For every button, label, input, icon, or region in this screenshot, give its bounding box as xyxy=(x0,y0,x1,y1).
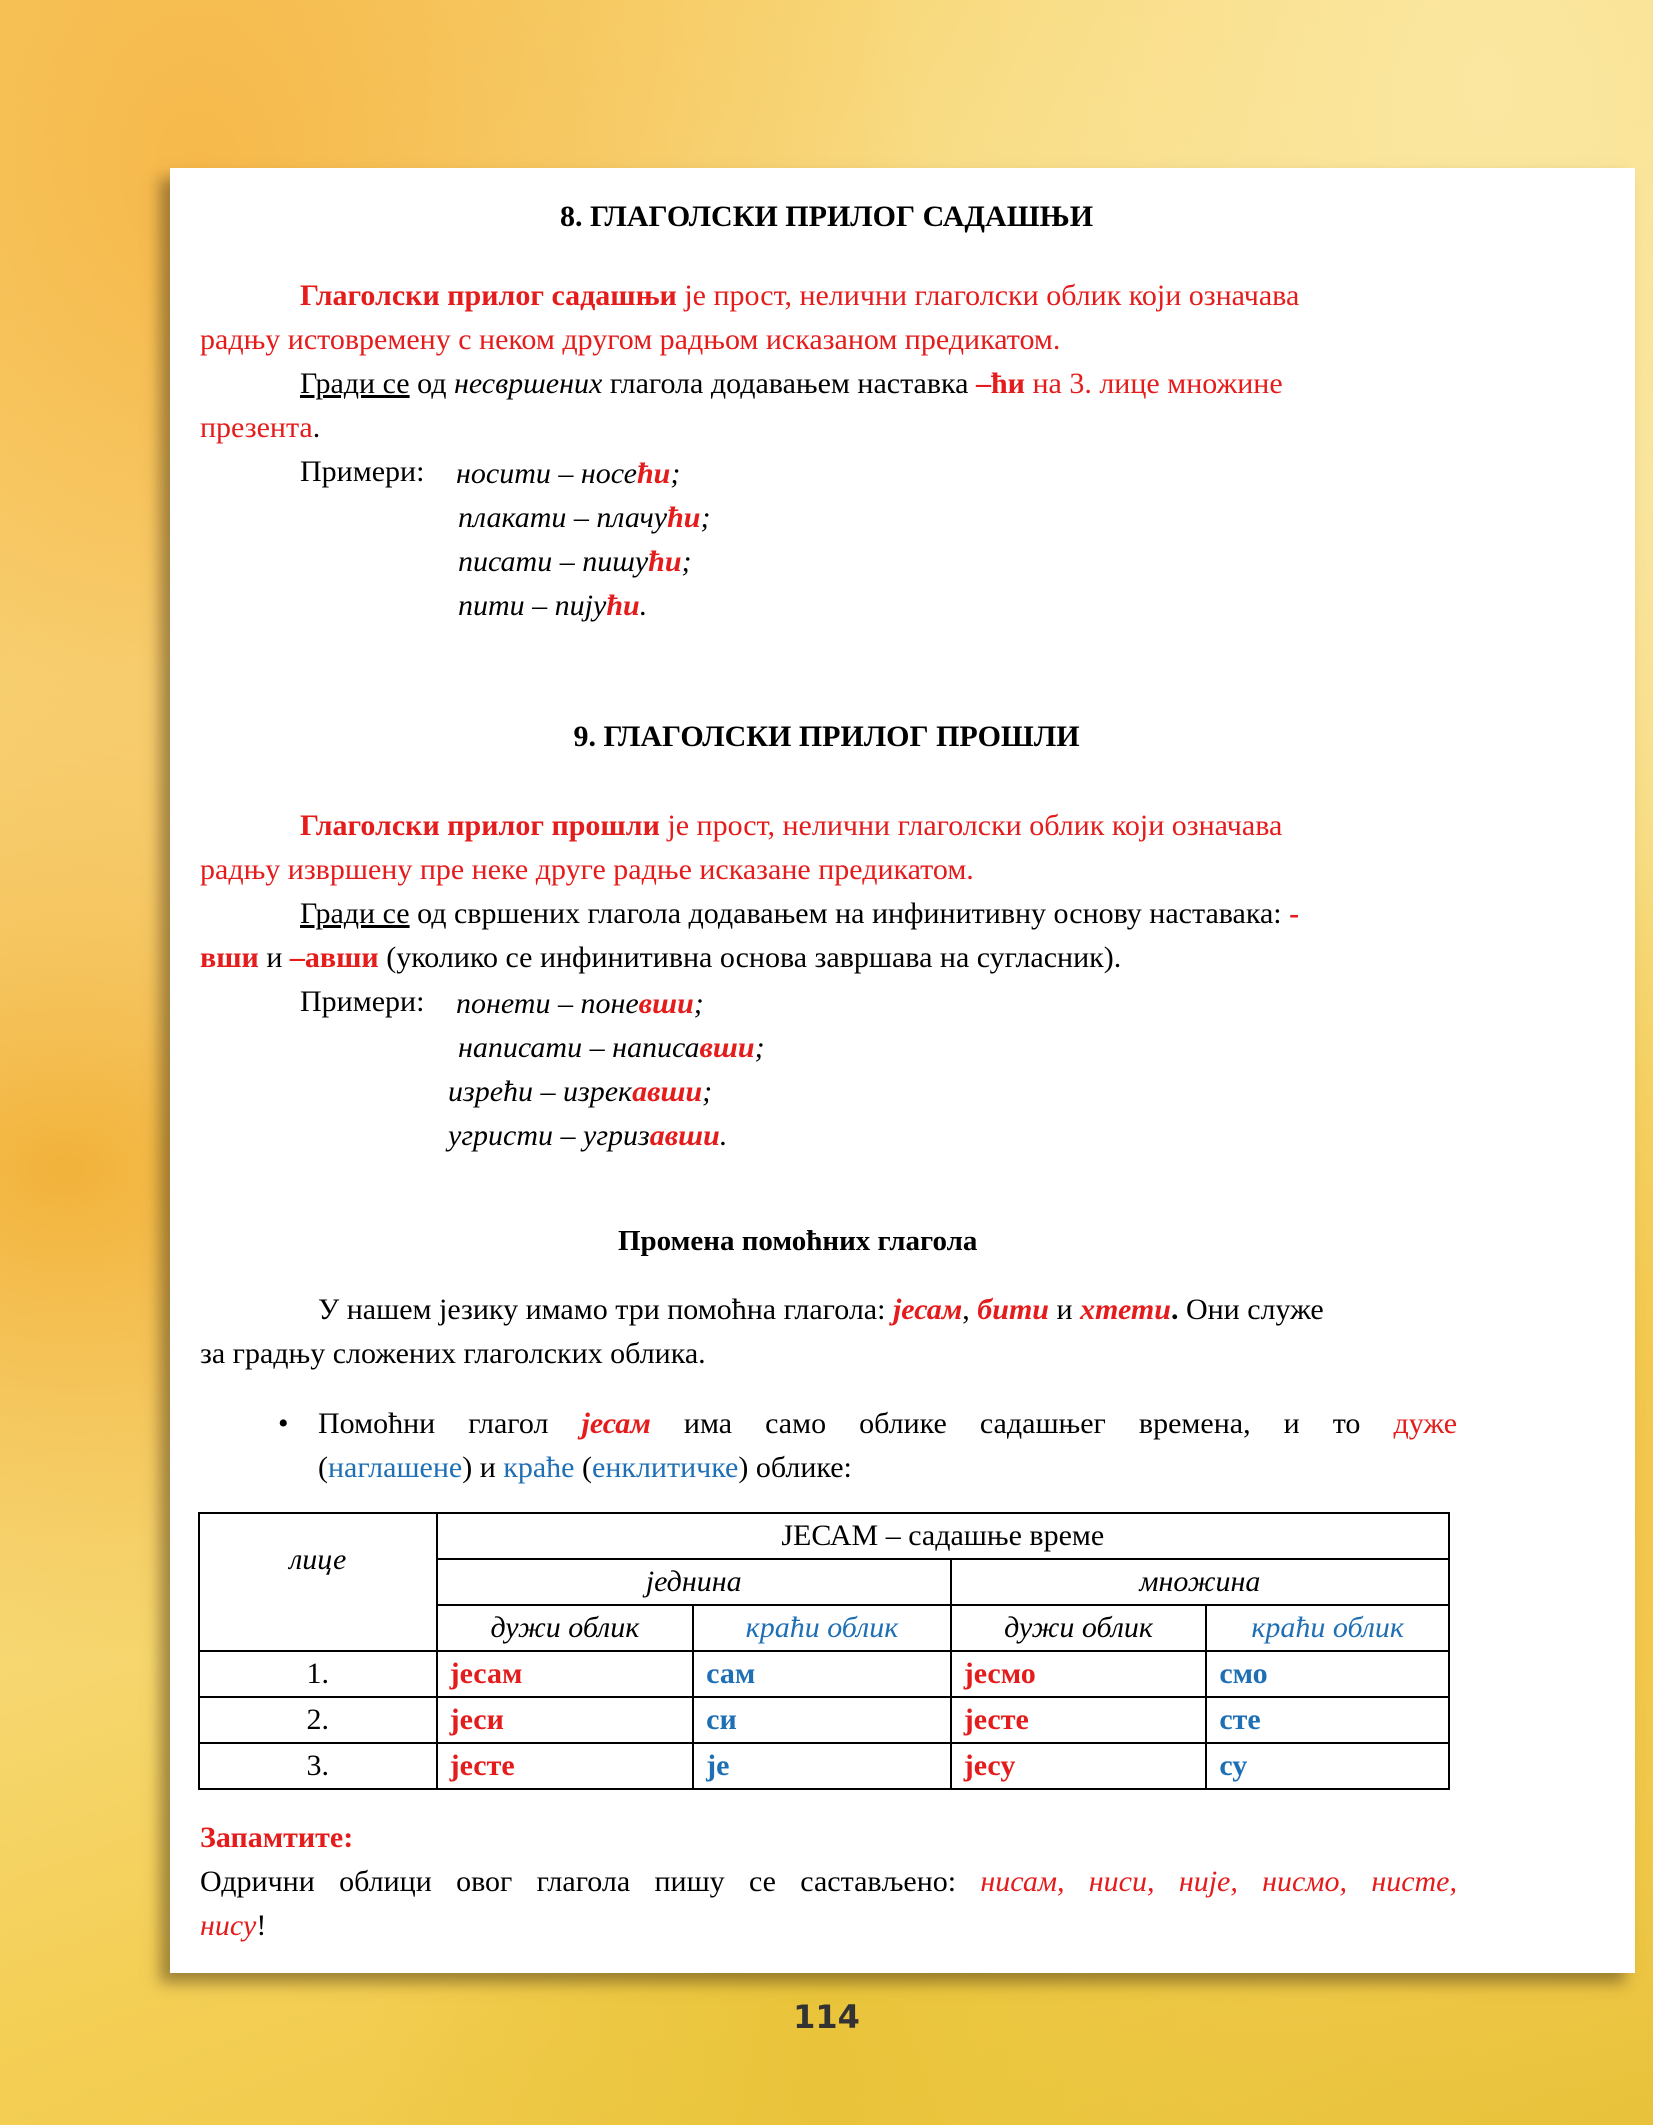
section-8-examples-label: Примери: xyxy=(300,455,425,488)
aux-text: У нашем језику имамо три помоћна глагола: xyxy=(318,1293,893,1326)
build-suffix: вши xyxy=(200,941,259,974)
singular-header: једнина xyxy=(437,1559,951,1605)
long-forms-term: дуже xyxy=(1393,1407,1458,1440)
section-9-definition xyxy=(200,804,1457,848)
form-cell: смо xyxy=(1206,1651,1449,1697)
example-item: понети – поневши; xyxy=(456,987,704,1020)
build-text: и xyxy=(258,941,290,974)
form-cell: јеси xyxy=(437,1697,694,1743)
section-9-examples-label: Примери: xyxy=(300,985,425,1018)
person-cell: 1. xyxy=(199,1651,437,1697)
build-suffix: –авши xyxy=(289,941,379,974)
aux-verb: јесам xyxy=(581,1407,651,1440)
person-cell: 3. xyxy=(199,1743,437,1789)
enclitic-term: енклитичке xyxy=(592,1451,739,1484)
build-suffix: - xyxy=(1289,897,1300,930)
person-header: лице xyxy=(199,1513,437,1605)
remember-label: Запамтите: xyxy=(200,1821,354,1854)
example-item: изрећи – изрекавши; xyxy=(448,1075,713,1108)
table-row xyxy=(199,1651,1449,1697)
section-8-term: Глаголски прилог садашњи xyxy=(300,279,677,312)
build-label: Гради се xyxy=(300,367,410,400)
short-forms-term: краће xyxy=(503,1451,575,1484)
section-8-definition xyxy=(200,274,1457,318)
section-9-build-line2 xyxy=(200,936,1121,980)
form-cell: јесмо xyxy=(951,1651,1207,1697)
empty-cell xyxy=(199,1605,437,1651)
form-cell: су xyxy=(1206,1743,1449,1789)
form-cell: сте xyxy=(1206,1697,1449,1743)
long-form-header: дужи облик xyxy=(951,1605,1207,1651)
aux-text: Они служе xyxy=(1178,1293,1324,1326)
build-text: од xyxy=(409,367,454,400)
form-cell: јесте xyxy=(437,1743,694,1789)
aux-title: Промена помоћних глагола xyxy=(618,1225,978,1257)
section-9-term: Глаголски прилог прошли xyxy=(300,809,660,842)
build-text: од свршених глагола додавањем на инфинитивну основу наставака: xyxy=(409,897,1290,930)
negative-forms: нисам, ниси, није, нисмо, нисте, xyxy=(980,1865,1457,1898)
aux-intro-line1: У нашем језику имамо три помоћна глагола: јесам, бити и хтети. Они служе xyxy=(318,1293,1324,1326)
table-row xyxy=(199,1697,1449,1743)
short-form-header: краћи облик xyxy=(693,1605,951,1651)
person-cell: 2. xyxy=(199,1697,437,1743)
plural-header: множина xyxy=(951,1559,1449,1605)
build-text: (уколико се инфинитивна основа завршава на сугласник). xyxy=(378,941,1122,974)
aux-verb: бити xyxy=(977,1293,1049,1326)
build-italic: несвршених xyxy=(454,367,603,400)
remember-text: Одрични облици овог глагола пишу се састављено: xyxy=(200,1865,981,1898)
aux-bullet-line1: Помоћни глагол јесам има само облике садашњег времена, и то дуже xyxy=(318,1407,1458,1440)
aux-bullet-line2: (наглашене) и краће (енклитичке) облике: xyxy=(318,1451,852,1484)
aux-intro-line2: за градњу сложених глаголских облика. xyxy=(200,1337,706,1370)
long-form-header: дужи облик xyxy=(437,1605,694,1651)
form-cell: сам xyxy=(693,1651,951,1697)
example-item: пити – пијући. xyxy=(458,589,648,622)
section-8-title: 8. ГЛАГОЛСКИ ПРИЛОГ САДАШЊИ xyxy=(559,200,1094,233)
example-item: писати – пишући; xyxy=(458,545,692,578)
aux-verb: хтети xyxy=(1080,1293,1171,1326)
stressed-term: наглашене xyxy=(328,1451,463,1484)
aux-verb: јесам xyxy=(892,1293,963,1326)
table-main-header: ЈЕСАМ – садашње време xyxy=(437,1513,1449,1559)
build-label: Гради се xyxy=(300,897,410,930)
page-number: 114 xyxy=(793,1998,860,2036)
short-form-header: краћи облик xyxy=(1206,1605,1449,1651)
form-cell: јесам xyxy=(437,1651,694,1697)
build-text-red: на 3. лице множине xyxy=(1024,367,1283,400)
form-cell: си xyxy=(693,1697,951,1743)
section-8-build-line2 xyxy=(200,406,320,450)
negative-forms: нису xyxy=(200,1909,257,1942)
example-item: написати – написавши; xyxy=(458,1031,765,1064)
section-8-def-text: је прост, нелични глаголски облик који означава xyxy=(676,279,1300,312)
section-9-def-text: је прост, нелични глаголски облик који означава xyxy=(659,809,1283,842)
jesam-conjugation-table xyxy=(198,1512,1450,1790)
example-item: плакати – плачући; xyxy=(458,501,711,534)
remember-line1 xyxy=(200,1860,1457,1904)
build-suffix: –ћи xyxy=(975,367,1025,400)
remember-line2: нису! xyxy=(200,1909,267,1942)
section-8-build-rule xyxy=(200,362,1457,406)
section-8-def-line2: радњу истовремену с неком другом радњом исказаном предикатом. xyxy=(200,323,1061,356)
section-9-build-rule xyxy=(200,892,1457,936)
form-cell: је xyxy=(693,1743,951,1789)
form-cell: јесте xyxy=(951,1697,1207,1743)
section-9-title: 9. ГЛАГОЛСКИ ПРИЛОГ ПРОШЛИ xyxy=(573,720,1080,753)
build-text-red: презента xyxy=(200,411,313,444)
example-item: носити – носећи; xyxy=(456,457,681,490)
table-row xyxy=(199,1743,1449,1789)
example-item: угристи – угризавши. xyxy=(448,1119,728,1152)
punct: . xyxy=(312,411,321,444)
build-text: глагола додавањем наставка xyxy=(602,367,976,400)
section-9-def-line2: радњу извршену пре неке друге радње исказане предикатом. xyxy=(200,853,974,886)
form-cell: јесу xyxy=(951,1743,1207,1789)
bullet-dot: • xyxy=(278,1407,289,1440)
